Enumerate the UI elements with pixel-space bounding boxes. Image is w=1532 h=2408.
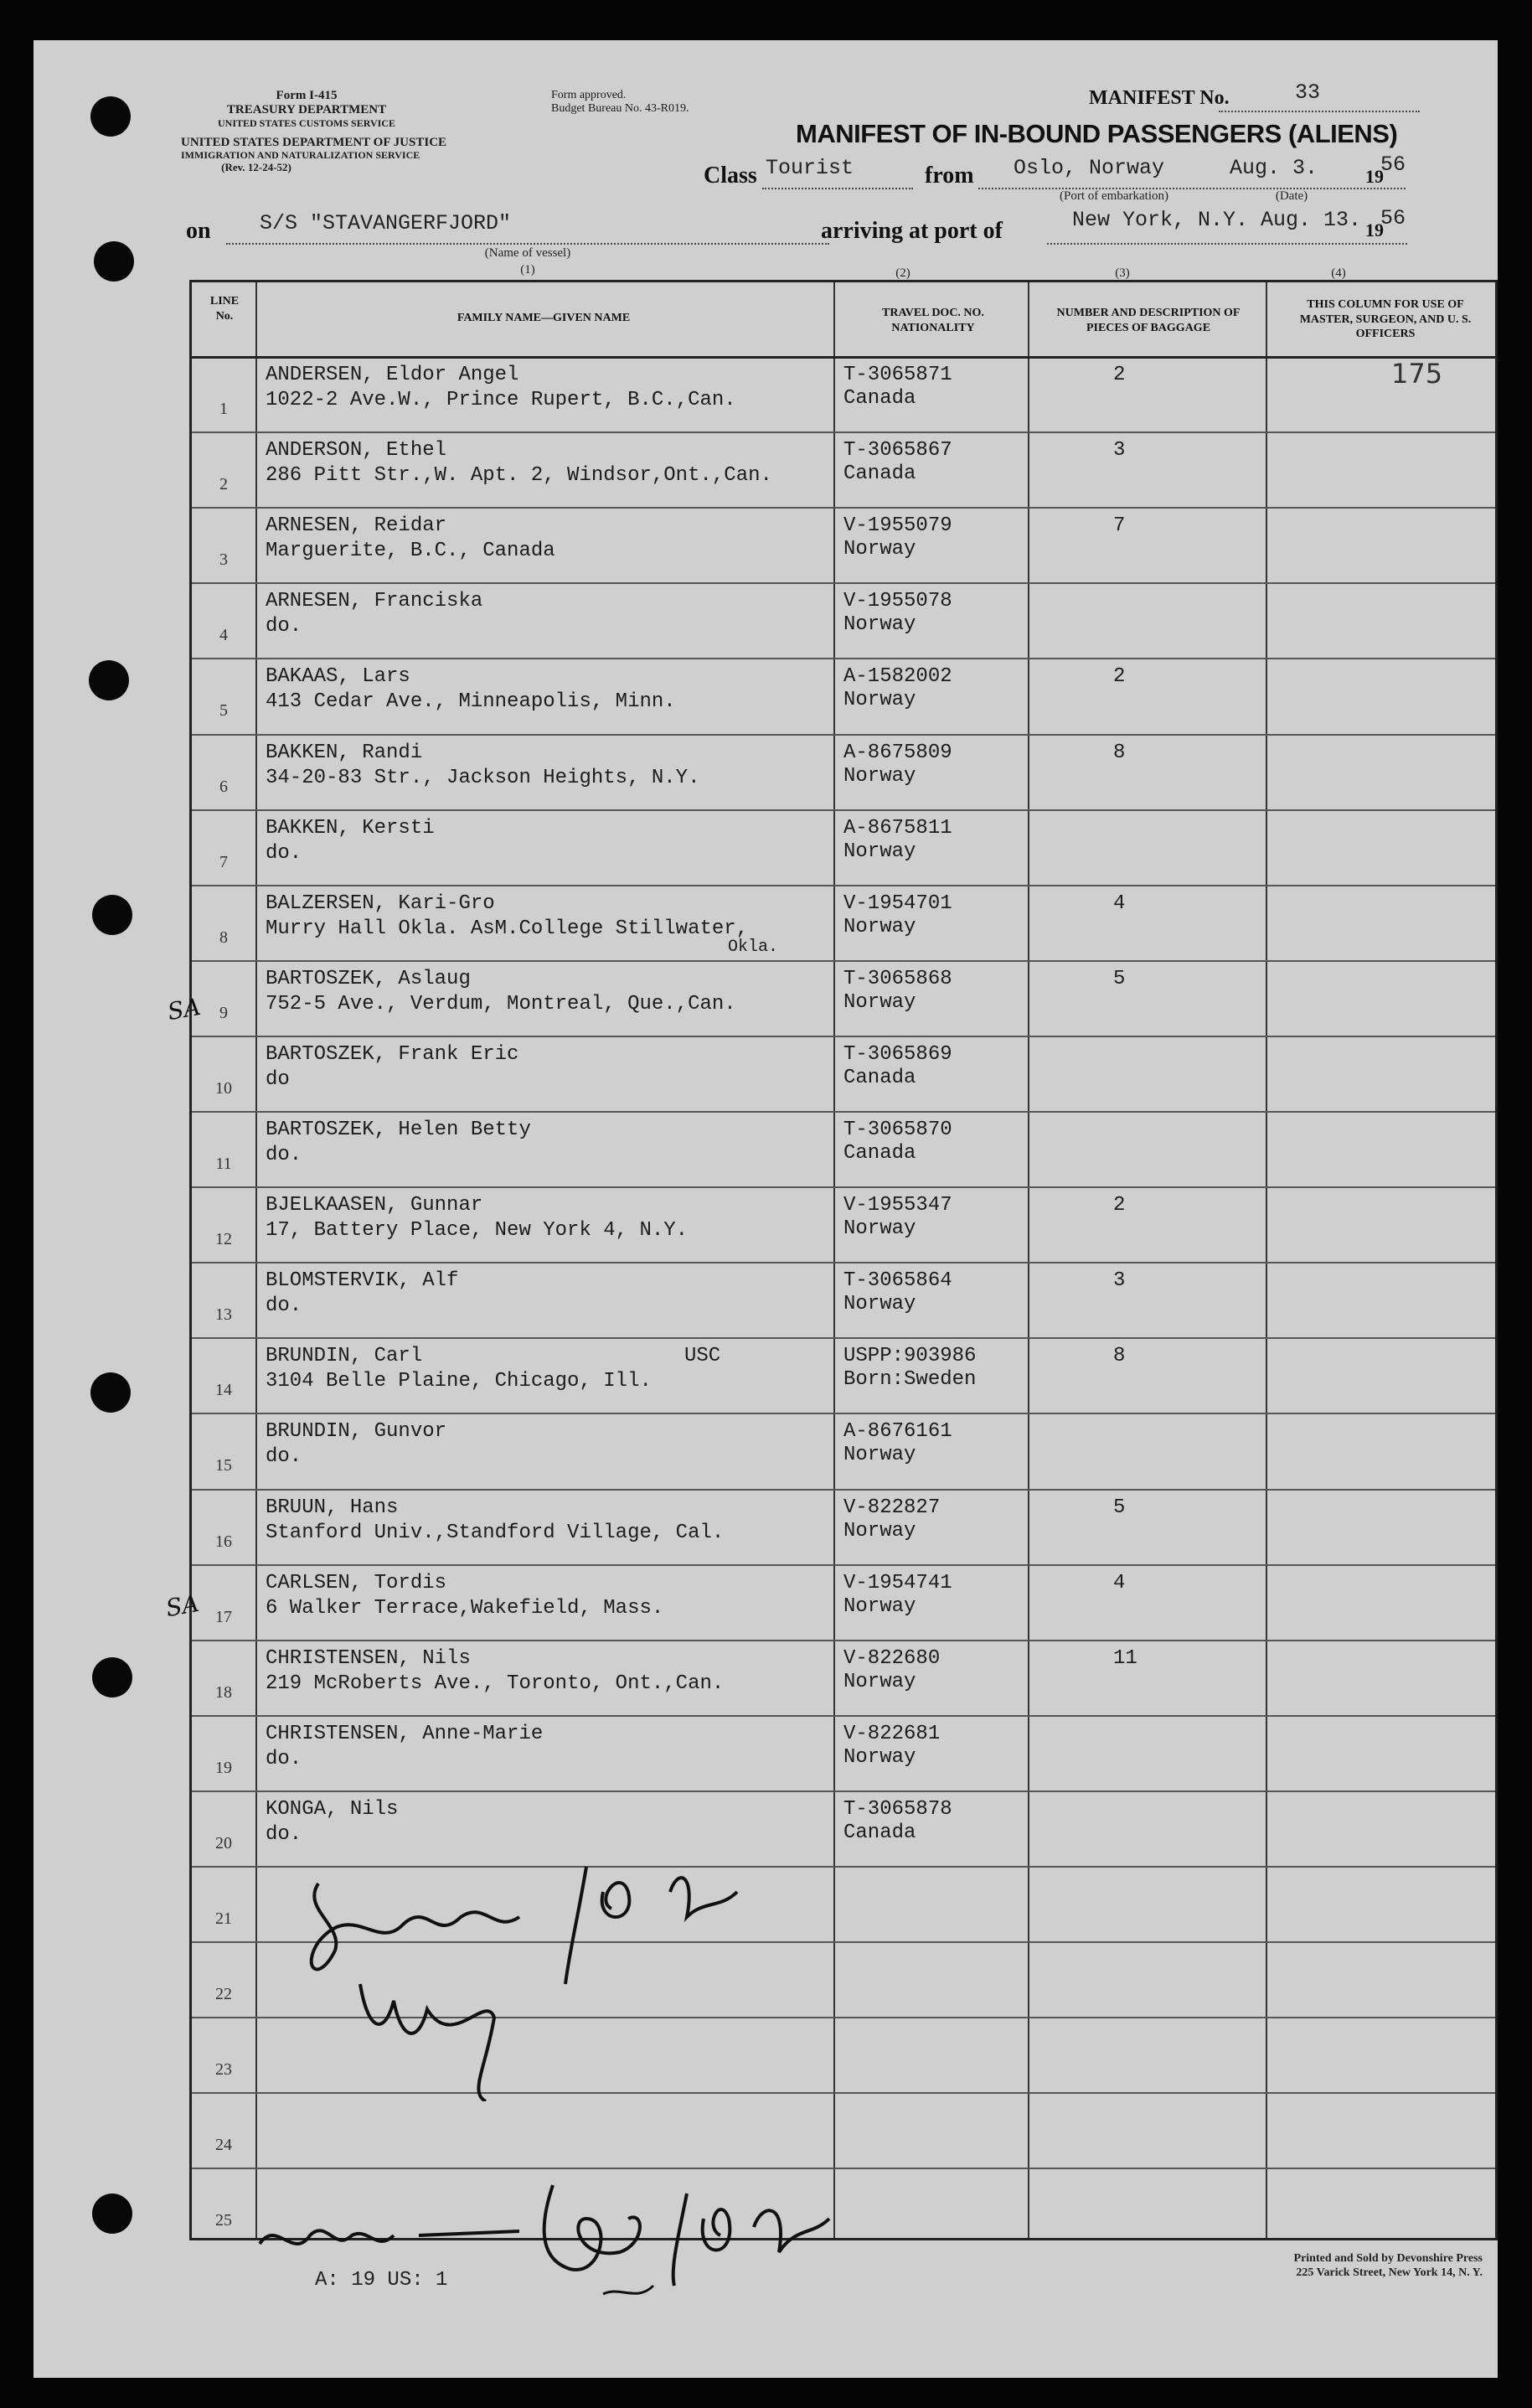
passenger-address: 17, Battery Place, New York 4, N.Y.: [266, 1219, 689, 1243]
col-no-2: (2): [895, 266, 910, 280]
passenger-address: 219 McRoberts Ave., Toronto, Ont.,Can.: [266, 1672, 725, 1695]
passenger-address: do.: [266, 1294, 302, 1318]
table-row: [192, 885, 1495, 960]
travel-doc-no: V-1955079: [843, 514, 952, 538]
passenger-name: KONGA, Nils: [266, 1797, 399, 1821]
table-row: [192, 1337, 1495, 1413]
travel-doc-no: V-1954701: [843, 891, 952, 915]
table-row: [192, 658, 1495, 733]
nationality: Norway: [843, 1745, 916, 1769]
col-header-officers: THIS COLUMN FOR USE OF MASTER, SURGEON, AND U. S. OFFICERS: [1299, 298, 1472, 340]
baggage-count: 3: [1113, 1269, 1126, 1293]
line-number: 19: [215, 1758, 232, 1777]
from-label: from: [925, 163, 974, 189]
line-number: 17: [215, 1607, 232, 1626]
table-row: [192, 582, 1495, 658]
nationality: Norway: [843, 764, 916, 788]
binder-hole: [94, 241, 134, 282]
passenger-name: CHRISTENSEN, Nils: [266, 1646, 471, 1670]
vessel-line: [226, 243, 829, 245]
passenger-address: do.: [266, 841, 302, 865]
class-label: Class: [704, 163, 757, 189]
passenger-address: do.: [266, 615, 302, 638]
budget-approval: Form approved. Budget Bureau No. 43-R019.: [551, 89, 689, 116]
baggage-count: 2: [1113, 1194, 1126, 1217]
binder-hole: [92, 1657, 132, 1697]
printer-imprint: Printed and Sold by Devonshire Press 225 Varick Street, New York 14, N. Y.: [1293, 2252, 1483, 2279]
line-number: 9: [219, 1003, 228, 1022]
on-label: on: [186, 218, 211, 244]
travel-doc-no: T-3065868: [843, 967, 952, 990]
class-value: Tourist: [766, 156, 854, 180]
passenger-name: CHRISTENSEN, Anne-Marie: [266, 1722, 544, 1745]
arrival-value: New York, N.Y. Aug. 13.: [1072, 208, 1362, 232]
passenger-address: do.: [266, 1144, 302, 1166]
baggage-count: 11: [1113, 1646, 1137, 1670]
line-number: 8: [219, 928, 228, 947]
col-header-line: LINE No.: [209, 295, 240, 323]
travel-doc-no: T-3065871: [843, 364, 952, 386]
passenger-name: BRUUN, Hans: [266, 1496, 399, 1519]
passenger-address-cont: Okla.: [728, 937, 779, 957]
nationality: Norway: [843, 1519, 916, 1542]
table-row: [192, 1564, 1495, 1640]
nationality: Norway: [843, 990, 916, 1014]
travel-doc-no: V-1955347: [843, 1194, 952, 1217]
binder-hole: [90, 96, 131, 137]
travel-doc-no: T-3065870: [843, 1119, 952, 1141]
line-number: 2: [219, 475, 228, 494]
table-row: [192, 734, 1495, 809]
passenger-address: do: [266, 1067, 290, 1091]
arrival-line: [1047, 243, 1407, 245]
passenger-address: do.: [266, 1822, 302, 1846]
nationality: Canada: [843, 387, 916, 410]
line-number: 24: [215, 2136, 232, 2155]
travel-doc-no: A-1582002: [843, 665, 952, 689]
nationality: Canada: [843, 1821, 916, 1844]
passenger-name: ANDERSON, Ethel: [266, 439, 447, 462]
line-number: 11: [215, 1155, 232, 1173]
baggage-count: 5: [1113, 967, 1126, 990]
manifest-page: [34, 40, 1498, 2378]
binder-hole: [92, 895, 132, 935]
baggage-count: 4: [1113, 1571, 1126, 1594]
arriving-label: arriving at port of: [821, 218, 1003, 244]
manifest-no-label: MANIFEST No.: [1089, 87, 1230, 109]
table-row: [192, 1186, 1495, 1262]
vessel-name: S/S "STAVANGERFJORD": [260, 211, 512, 235]
line-number: 14: [215, 1381, 232, 1400]
line-number: 16: [215, 1532, 232, 1551]
passenger-name: ARNESEN, Reidar: [266, 514, 447, 538]
travel-doc-no: A-8675809: [843, 741, 952, 764]
signature-scribble: [285, 1850, 821, 2101]
table-row: [192, 960, 1495, 1036]
col-header-name: FAMILY NAME—GIVEN NAME: [457, 312, 631, 324]
passenger-address: Murry Hall Okla. AsM.College Stillwater,: [266, 917, 749, 940]
line-number: 15: [215, 1456, 232, 1475]
form-identifiers-justice: UNITED STATES DEPARTMENT OF JUSTICE IMMIGRATION AND NATURALIZATION SERVICE (Rev. 12-24-52): [181, 136, 447, 174]
col-no-3: (3): [1115, 266, 1130, 280]
travel-doc-no: T-3065864: [843, 1269, 952, 1293]
baggage-count: 7: [1113, 514, 1126, 538]
table-row: [192, 809, 1495, 885]
nationality: Canada: [843, 1142, 916, 1165]
line-number: 4: [219, 626, 228, 645]
passenger-name: BALZERSEN, Kari-Gro: [266, 891, 495, 915]
passenger-name: ANDERSEN, Eldor Angel: [266, 364, 519, 386]
baggage-count: 2: [1113, 665, 1126, 689]
baggage-count: 8: [1113, 1345, 1126, 1368]
nationality: Norway: [843, 1444, 916, 1467]
line-number: 25: [215, 2211, 232, 2230]
passenger-address: 34-20-83 Str., Jackson Heights, N.Y.: [266, 766, 700, 789]
passenger-address: do.: [266, 1747, 302, 1770]
manifest-no-value: 33: [1295, 80, 1321, 105]
nationality: Norway: [843, 840, 916, 863]
passenger-name: BARTOSZEK, Aslaug: [266, 967, 471, 990]
line-number: 22: [215, 1985, 232, 2004]
table-row: [192, 507, 1495, 582]
line-number: 20: [215, 1833, 232, 1853]
year-2: 56: [1380, 206, 1406, 230]
year-1: 56: [1380, 152, 1406, 177]
nationality: Norway: [843, 613, 916, 637]
line-number: 13: [215, 1305, 232, 1325]
nationality: Norway: [843, 1594, 916, 1618]
table-row: [192, 1111, 1495, 1186]
citizenship-note: USC: [684, 1345, 721, 1368]
travel-doc-no: T-3065867: [843, 439, 952, 462]
passenger-address: 6 Walker Terrace,Wakefield, Mass.: [266, 1596, 664, 1620]
nationality: Norway: [843, 538, 916, 561]
line-number: 3: [219, 550, 228, 570]
line-number: 21: [215, 1909, 232, 1928]
line-number: 1: [219, 400, 228, 418]
baggage-count: 8: [1113, 741, 1126, 764]
travel-doc-no: V-822827: [843, 1496, 941, 1519]
line-number: 12: [215, 1230, 232, 1249]
baggage-count: 2: [1113, 364, 1126, 386]
passenger-name: BRUNDIN, Gunvor: [266, 1420, 447, 1444]
date-caption: (Date): [1275, 189, 1308, 203]
passenger-name: BLOMSTERVIK, Alf: [266, 1269, 459, 1293]
passenger-address: 3104 Belle Plaine, Chicago, Ill.: [266, 1370, 652, 1393]
travel-doc-no: T-3065869: [843, 1042, 952, 1066]
baggage-count: 3: [1113, 439, 1126, 462]
table-row: [192, 1715, 1495, 1790]
table-row: [192, 1640, 1495, 1715]
passenger-name: BAKAAS, Lars: [266, 665, 410, 689]
nationality: Born:Sweden: [843, 1368, 977, 1392]
nationality: Norway: [843, 689, 916, 712]
table-row: [192, 356, 1495, 431]
table-row: [192, 1036, 1495, 1111]
vessel-col-no: (1): [520, 263, 535, 276]
class-line: [762, 188, 913, 189]
manifest-title: MANIFEST OF IN-BOUND PASSENGERS (ALIENS): [796, 119, 1398, 148]
port-caption: (Port of embarkation): [1060, 189, 1168, 203]
nationality: Canada: [843, 1066, 916, 1089]
line-number: 23: [215, 2060, 232, 2080]
col-header-doc: TRAVEL DOC. NO. NATIONALITY: [882, 307, 984, 334]
line-number: 18: [215, 1682, 232, 1702]
travel-doc-no: A-8676161: [843, 1420, 952, 1444]
line-number: 7: [219, 852, 228, 871]
passenger-address: 413 Cedar Ave., Minneapolis, Minn.: [266, 690, 676, 714]
passenger-name: BAKKEN, Kersti: [266, 816, 435, 840]
nationality: Norway: [843, 1293, 916, 1316]
travel-doc-no: V-1955078: [843, 590, 952, 613]
passenger-name: BAKKEN, Randi: [266, 741, 423, 764]
officer-notation: 175: [1391, 358, 1443, 390]
from-value: Oslo, Norway: [1014, 156, 1165, 180]
line-number: 10: [215, 1078, 232, 1098]
vessel-caption: (Name of vessel): [484, 246, 571, 260]
passenger-name: ARNESEN, Franciska: [266, 590, 483, 613]
baggage-count: 4: [1113, 891, 1126, 915]
travel-doc-no: T-3065878: [843, 1797, 952, 1821]
table-row: [192, 2092, 1495, 2168]
travel-doc-no: V-1954741: [843, 1571, 952, 1594]
year-prefix-1: 19: [1365, 166, 1384, 187]
form-identifiers: Form I-415 TREASURY DEPARTMENT UNITED STATES CUSTOMS SERVICE: [218, 89, 395, 129]
passenger-address: 752-5 Ave., Verdum, Montreal, Que.,Can.: [266, 992, 736, 1015]
binder-hole: [89, 660, 129, 700]
passenger-name: BRUNDIN, Carl: [266, 1345, 423, 1368]
baggage-count: 5: [1113, 1496, 1126, 1519]
line-number: 6: [219, 777, 228, 796]
passenger-name: BARTOSZEK, Frank Eric: [266, 1042, 519, 1066]
table-row: [192, 431, 1495, 507]
col-no-4: (4): [1331, 266, 1346, 280]
passenger-count-summary: A: 19 US: 1: [315, 2269, 448, 2292]
nationality: Norway: [843, 1670, 916, 1693]
table-row: [192, 1262, 1495, 1337]
travel-doc-no: A-8675811: [843, 816, 952, 840]
passenger-address: do.: [266, 1445, 302, 1469]
nationality: Norway: [843, 915, 916, 938]
passenger-address: Marguerite, B.C., Canada: [266, 540, 555, 563]
passenger-address: 1022-2 Ave.W., Prince Rupert, B.C.,Can.: [266, 389, 736, 411]
passenger-address: 286 Pitt Str.,W. Apt. 2, Windsor,Ont.,Can.: [266, 464, 772, 488]
sail-date: Aug. 3.: [1230, 156, 1318, 180]
year-prefix-2: 19: [1365, 220, 1384, 240]
table-row: [192, 1489, 1495, 1564]
manifest-no-line: [1219, 111, 1420, 112]
passenger-address: Stanford Univ.,Standford Village, Cal.: [266, 1521, 725, 1544]
passenger-name: BARTOSZEK, Helen Betty: [266, 1119, 531, 1141]
travel-doc-no: USPP:903986: [843, 1345, 977, 1368]
margin-note-sa: SA: [163, 1589, 201, 1623]
passenger-name: CARLSEN, Tordis: [266, 1571, 447, 1594]
binder-hole: [92, 2194, 132, 2234]
nationality: Canada: [843, 462, 916, 486]
travel-doc-no: V-822681: [843, 1722, 941, 1745]
bottom-scribble: [251, 2168, 888, 2319]
nationality: Norway: [843, 1217, 916, 1241]
margin-note-sa: SA: [165, 992, 203, 1026]
passenger-name: BJELKAASEN, Gunnar: [266, 1194, 483, 1217]
col-header-baggage: NUMBER AND DESCRIPTION OF PIECES OF BAGGAGE: [1056, 307, 1241, 334]
binder-hole: [90, 1372, 131, 1413]
table-row: [192, 1413, 1495, 1488]
travel-doc-no: V-822680: [843, 1646, 941, 1670]
line-number: 5: [219, 701, 228, 721]
